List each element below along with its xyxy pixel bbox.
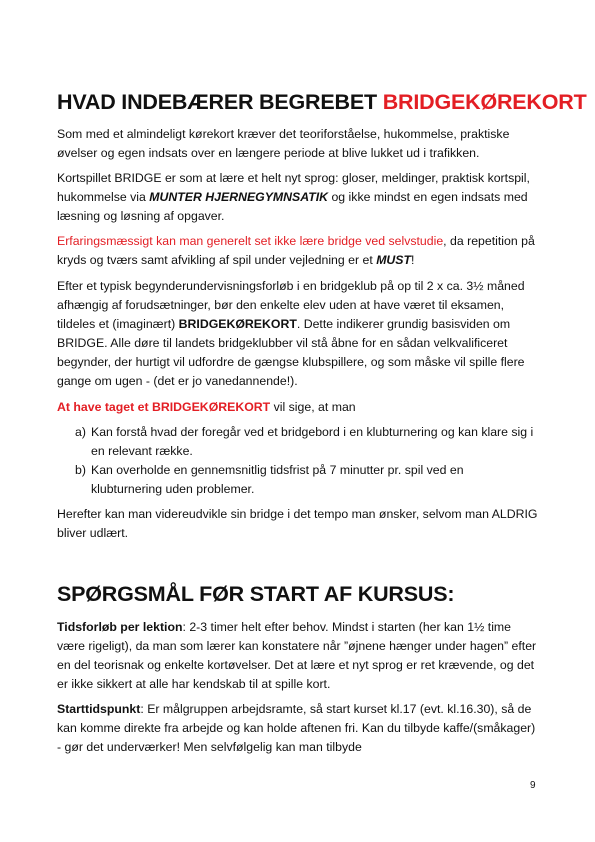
- paragraph-duration: [57, 618, 541, 694]
- section-title-bridgekorekort: [57, 90, 587, 115]
- paragraph-start-time: [57, 700, 541, 757]
- text: og ikke mindst en egen indsats med læsning og løsning af opgaver.: [57, 190, 528, 223]
- emphasis: MUNTER HJERNEGYMNSATIK: [149, 190, 329, 204]
- list-text: Kan overholde en gennemsnitlig tidsfrist på 7 minutter pr. spil ved en klubturnering uden problemer.: [91, 463, 464, 496]
- list-text: Kan forstå hvad der foregår ved et bridgebord i en klubturnering og kan klare sig i en relevant række.: [91, 425, 534, 458]
- paragraph-course: [57, 277, 541, 391]
- paragraph-experience: [57, 232, 541, 270]
- text: Kortspillet BRIDGE er som at lære et helt nyt sprog: gloser, meldinger, praktisk kortspil, hukommelse via: [57, 171, 530, 204]
- page-number: 9: [530, 780, 536, 791]
- title-highlight: BRIDGEKØREKORT: [382, 90, 587, 114]
- title-text: HVAD INDEBÆRER BEGREBET: [57, 90, 383, 114]
- text: Efter et typisk begynderundervisningsforløb i en bridgeklub på op til 2 x ca. 3½ måned afhængig af forudsætninger, bør den enkelte elev uden at have været til eksamen, tildeles et (imaginært): [57, 279, 525, 331]
- paragraph-further: Herefter kan man videreudvikle sin bridge i det tempo man ønsker, selvom man ALDRIG bliver udlært.: [57, 507, 538, 540]
- list-marker: b): [75, 463, 86, 477]
- section-title-questions: SPØRGSMÅL FØR START AF KURSUS:: [57, 582, 455, 606]
- paragraph-intro: Som med et almindeligt kørekort kræver det teoriforståelse, hukommelse, praktiske øvelser og egen indsats over en længere periode at blive lukket ud i trafikken.: [57, 127, 510, 160]
- list-marker: a): [75, 425, 86, 439]
- highlight-text: At have taget et BRIDGEKØREKORT: [57, 400, 271, 414]
- text: : 2-3 timer helt efter behov. Mindst i starten (her kan 1½ time være rigeligt), da man som lærer kan konstatere når ”øjnene hænger under hagen” efter en del teorisnak og enkelte kortøvelser. Det at lære et nyt sprog er ret krævende, og det er ikke sikkert at alle har kendskab til at spille kort.: [57, 620, 537, 691]
- text: : Er målgruppen arbejdsramte, så start kurset kl.17 (evt. kl.16.30), så de kan komme direkte fra arbejde og kan holde aftenen fri. Kan du tilbyde kaffe/(småkager) - gør det underværker! Men selvfølgelig kan man tilbyde: [57, 702, 536, 754]
- paragraph-language: [57, 169, 541, 226]
- highlight-text: Erfaringsmæssigt kan man generelt set ikke lære bridge ved selvstudie: [57, 234, 444, 248]
- paragraph-definition: [57, 398, 541, 417]
- emphasis: BRIDGEKØREKORT: [178, 317, 297, 331]
- text: vil sige, at man: [270, 400, 356, 414]
- label: Tidsforløb per lektion: [57, 620, 183, 634]
- label: Starttidspunkt: [57, 702, 141, 716]
- text: . Dette indikerer grundig basisviden om BRIDGE. Alle døre til landets bridgeklubber vil stå åbne for en sådan velkvalificeret begynder, der hurtigt vil udfordre de gængse klubspillere, og som måske vil spille flere gange om ugen - (det er jo vanedannende!).: [57, 317, 525, 388]
- text: , da repetition på kryds og tværs samt afvikling af spil under vejledning er et: [57, 234, 535, 267]
- emphasis: MUST: [376, 253, 412, 267]
- text: !: [411, 253, 415, 267]
